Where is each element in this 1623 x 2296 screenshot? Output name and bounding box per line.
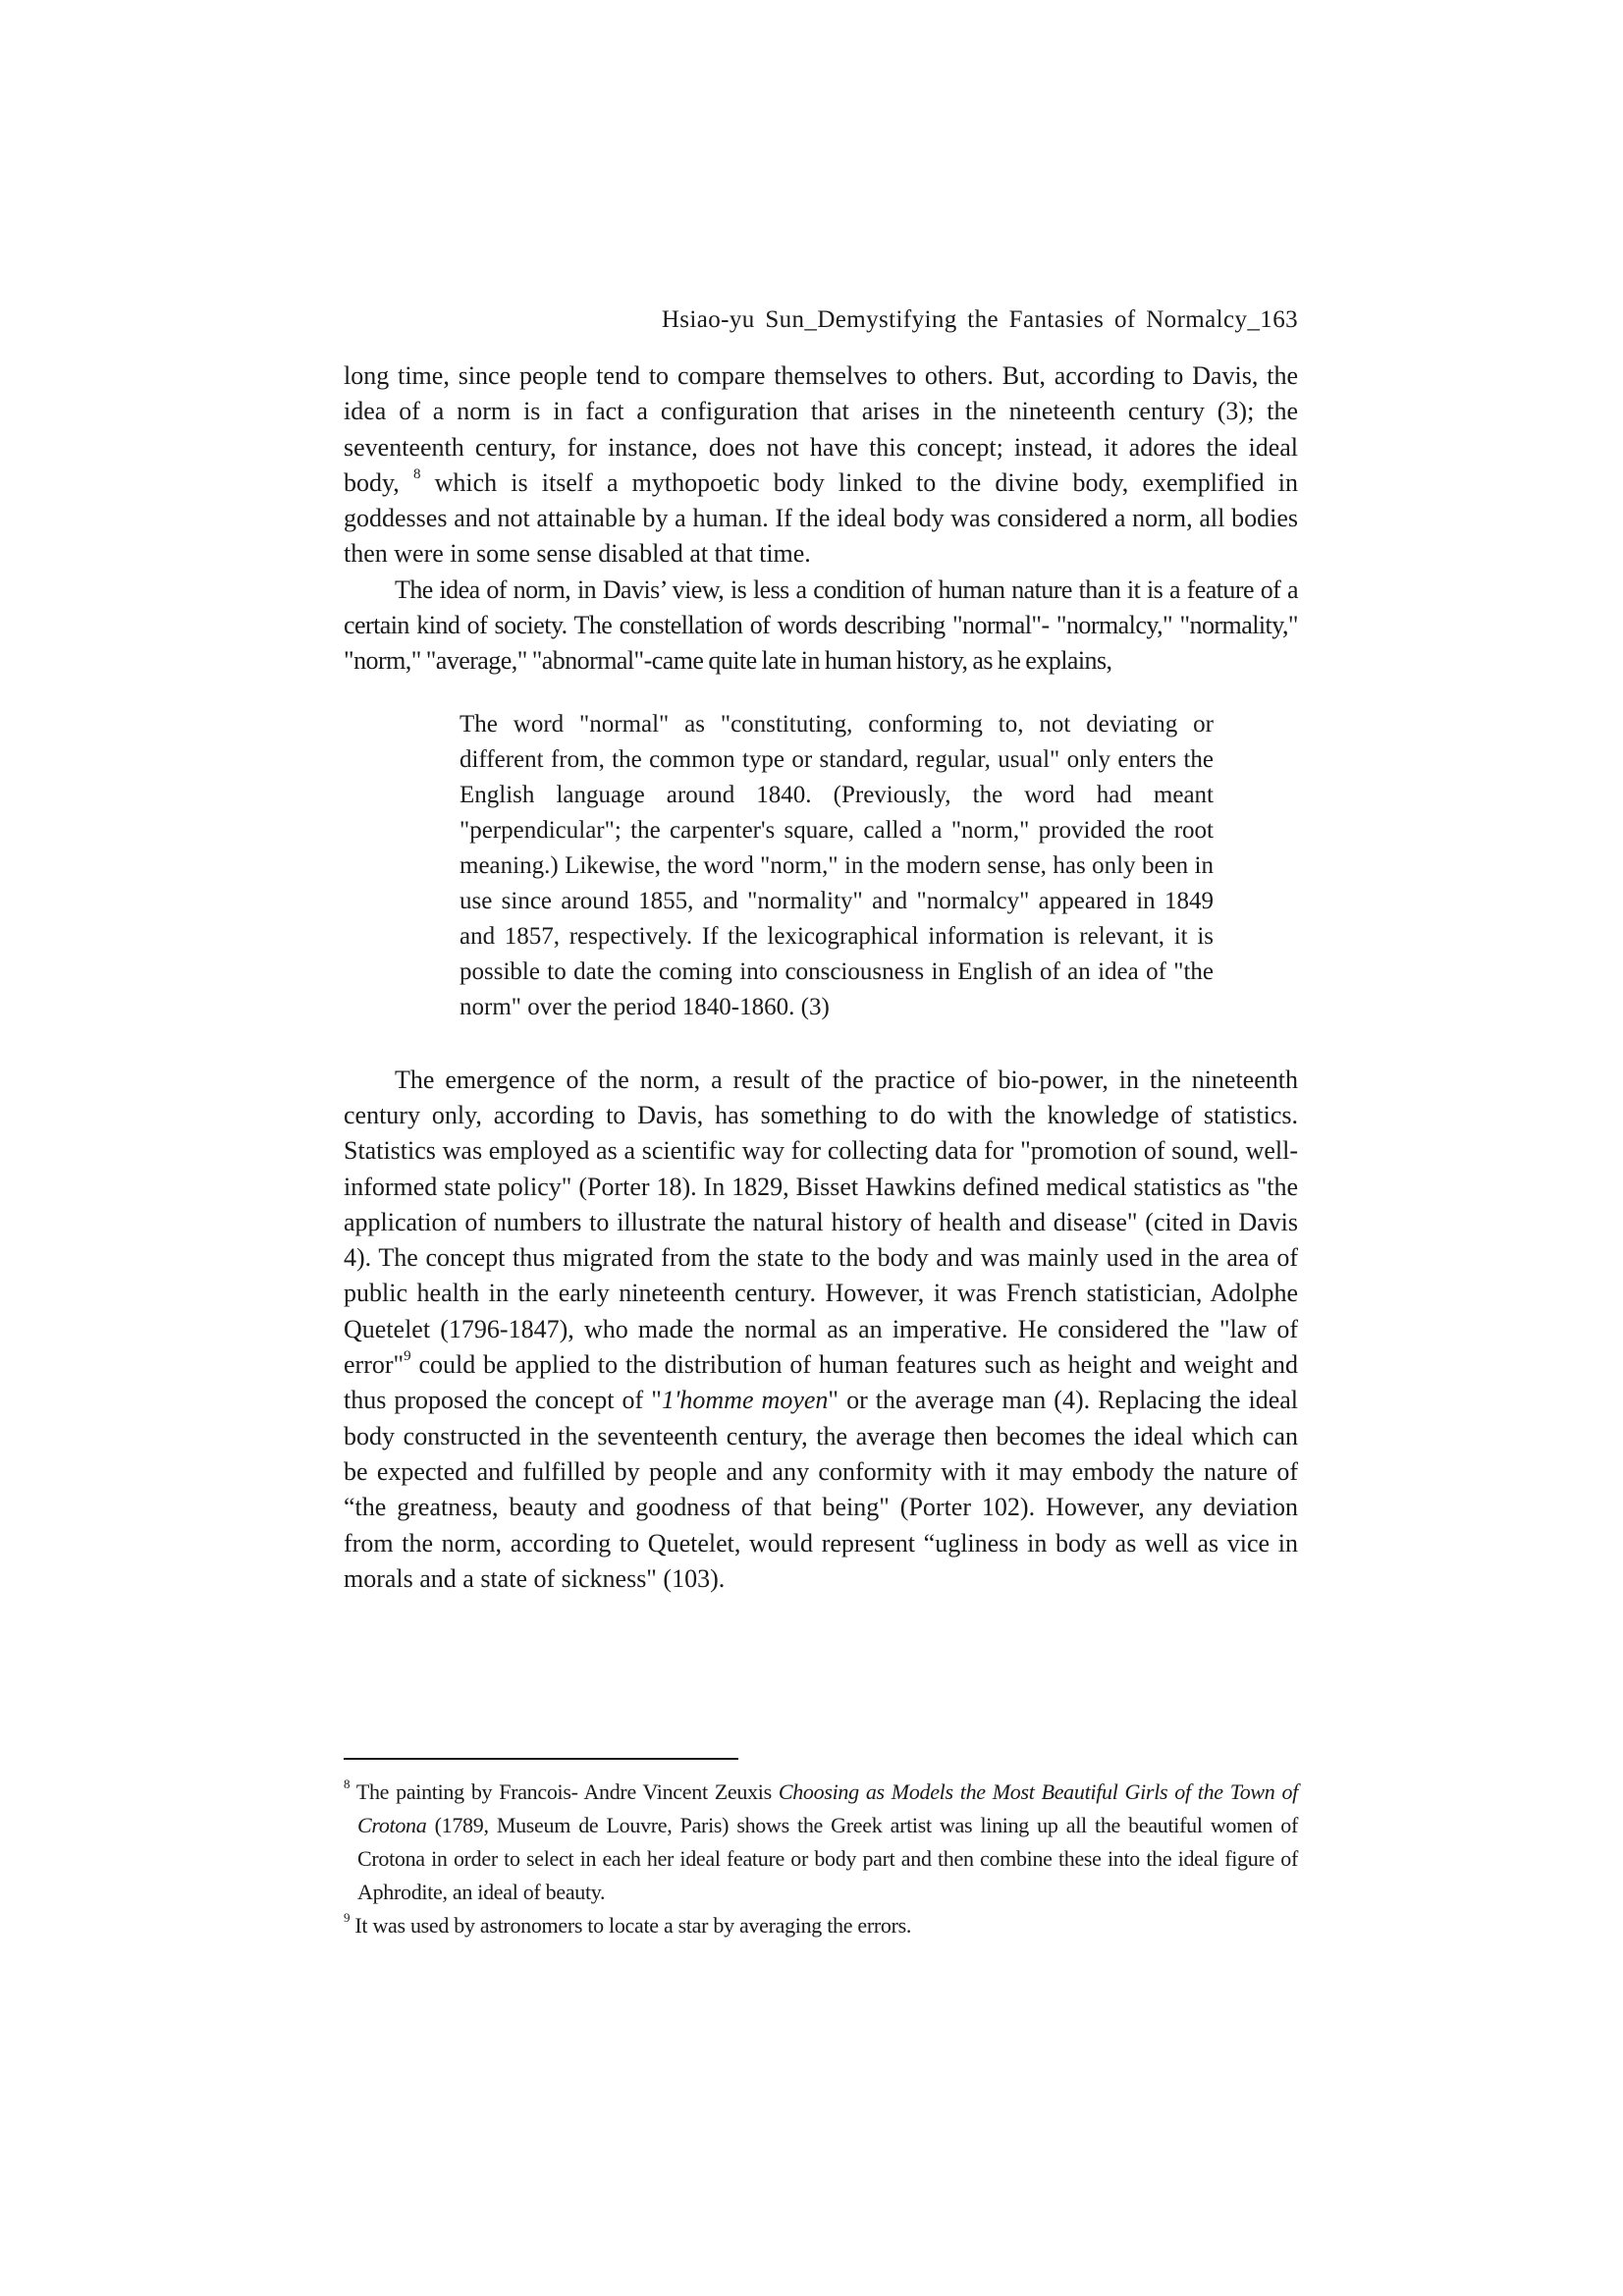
block-quote: The word "normal" as "constituting, conforming to, not deviating or different from, the common type or standard, regular, usual" only enters the English language around 1840. (Previously, the word had meant "perpendicular"; the carpenter's square, called a "norm," provided the root meaning.) Likewise, the word "norm," in the modern sense, has only been in use since around 1855, and "normality" and "normalcy" appeared in 1849 and 1857, respectively. If the lexicographical information is relevant, it is possible to date the coming into consciousness in English of an idea of "the norm" over the period 1840-1860. (3) (460, 710, 1214, 1020)
paragraph-3-text-a: The emergence of the norm, a result of the practice of bio-power, in the nineteenth century only, according to Davis, has something to do with the knowledge of statistics. Statistics was employed as a scientific way for collecting data for "promotion of sound, well-informed state policy" (Porter 18). In 1829, Bisset Hawkins defined medical statistics as "the application of numbers to illustrate the natural history of health and disease" (cited in Davis 4). The concept thus migrated from the state to the body and was mainly used in the area of public health in the early nineteenth century. However, it was French statistician, Adolphe Quetelet (1796-1847), who made the normal as an imperative. He considered the "law of error" (344, 1065, 1298, 1380)
paragraph-3-text-b: could be applied to the distribution of human features such as height and weight and thus proposed the concept of " (344, 1350, 1298, 1415)
running-header: Hsiao-yu Sun_Demystifying the Fantasies of Normalcy_163 (661, 306, 1298, 333)
footnote-ref-9[interactable]: 9 (404, 1348, 411, 1365)
footnote-ref-8[interactable]: 8 (412, 466, 421, 483)
paragraph-3-text-c: " or the average man (4). Replacing the ideal body constructed in the seventeenth century, the average then becomes the ideal which can be expected and fulfilled by people and any conformity with it may embody the nature of “the greatness, beauty and goodness of that being" (Porter 102). However, any deviation from the norm, according to Quetelet, would represent “ugliness in body as well as vice in morals and a state of sickness" (103). (344, 1386, 1298, 1593)
footnote-divider (344, 1758, 738, 1760)
footnotes (344, 1776, 1298, 1942)
paragraph-2: The idea of norm, in Davis’ view, is less a condition of human nature than it is a feature of a certain kind of society. The constellation of words describing "normal"- "normalcy," "normality," "norm," "average," "abnormal"-came quite late in human history, as he explains, (344, 574, 1298, 676)
footnote-9-text: It was used by astronomers to locate a star by averaging the errors. (350, 1913, 912, 1938)
paragraph-1-text-a: long time, since people tend to compare themselves to others. But, according to Davis, the idea of a norm is in fact a configuration that arises in the nineteenth century (3); the seventeenth century, for instance, does not have this concept; instead, it adores the ideal body, (344, 361, 1298, 497)
paragraph-1-text-b: which is itself a mythopoetic body linked to the divine body, exemplified in goddesses and not attainable by a human. If the ideal body was considered a norm, all bodies then were in some sense disabled at that time. (344, 467, 1298, 569)
footnote-number: 9 (344, 1909, 351, 1925)
footnote-8 (344, 1776, 1298, 1909)
footnote-9 (344, 1909, 1298, 1942)
footnote-number: 8 (344, 1776, 351, 1791)
body-text (344, 358, 1298, 1597)
footnote-8-text-a: The painting by Francois- Andre Vincent Zeuxis (350, 1779, 779, 1804)
painting-title: Choosing as Models the Most Beautiful Girls of the Town of Crotona (357, 1779, 1298, 1837)
italic-term: 1'homme moyen (661, 1386, 829, 1415)
footnote-8-text-b: (1789, Museum de Louvre, Paris) shows the Greek artist was lining up all the beautiful women of Crotona in order to select in each her ideal feature or body part and then combine these into the ideal figure of Aphrodite, an ideal of beauty. (357, 1813, 1298, 1904)
paragraph-3 (344, 1063, 1298, 1597)
paragraph-1 (344, 358, 1298, 573)
